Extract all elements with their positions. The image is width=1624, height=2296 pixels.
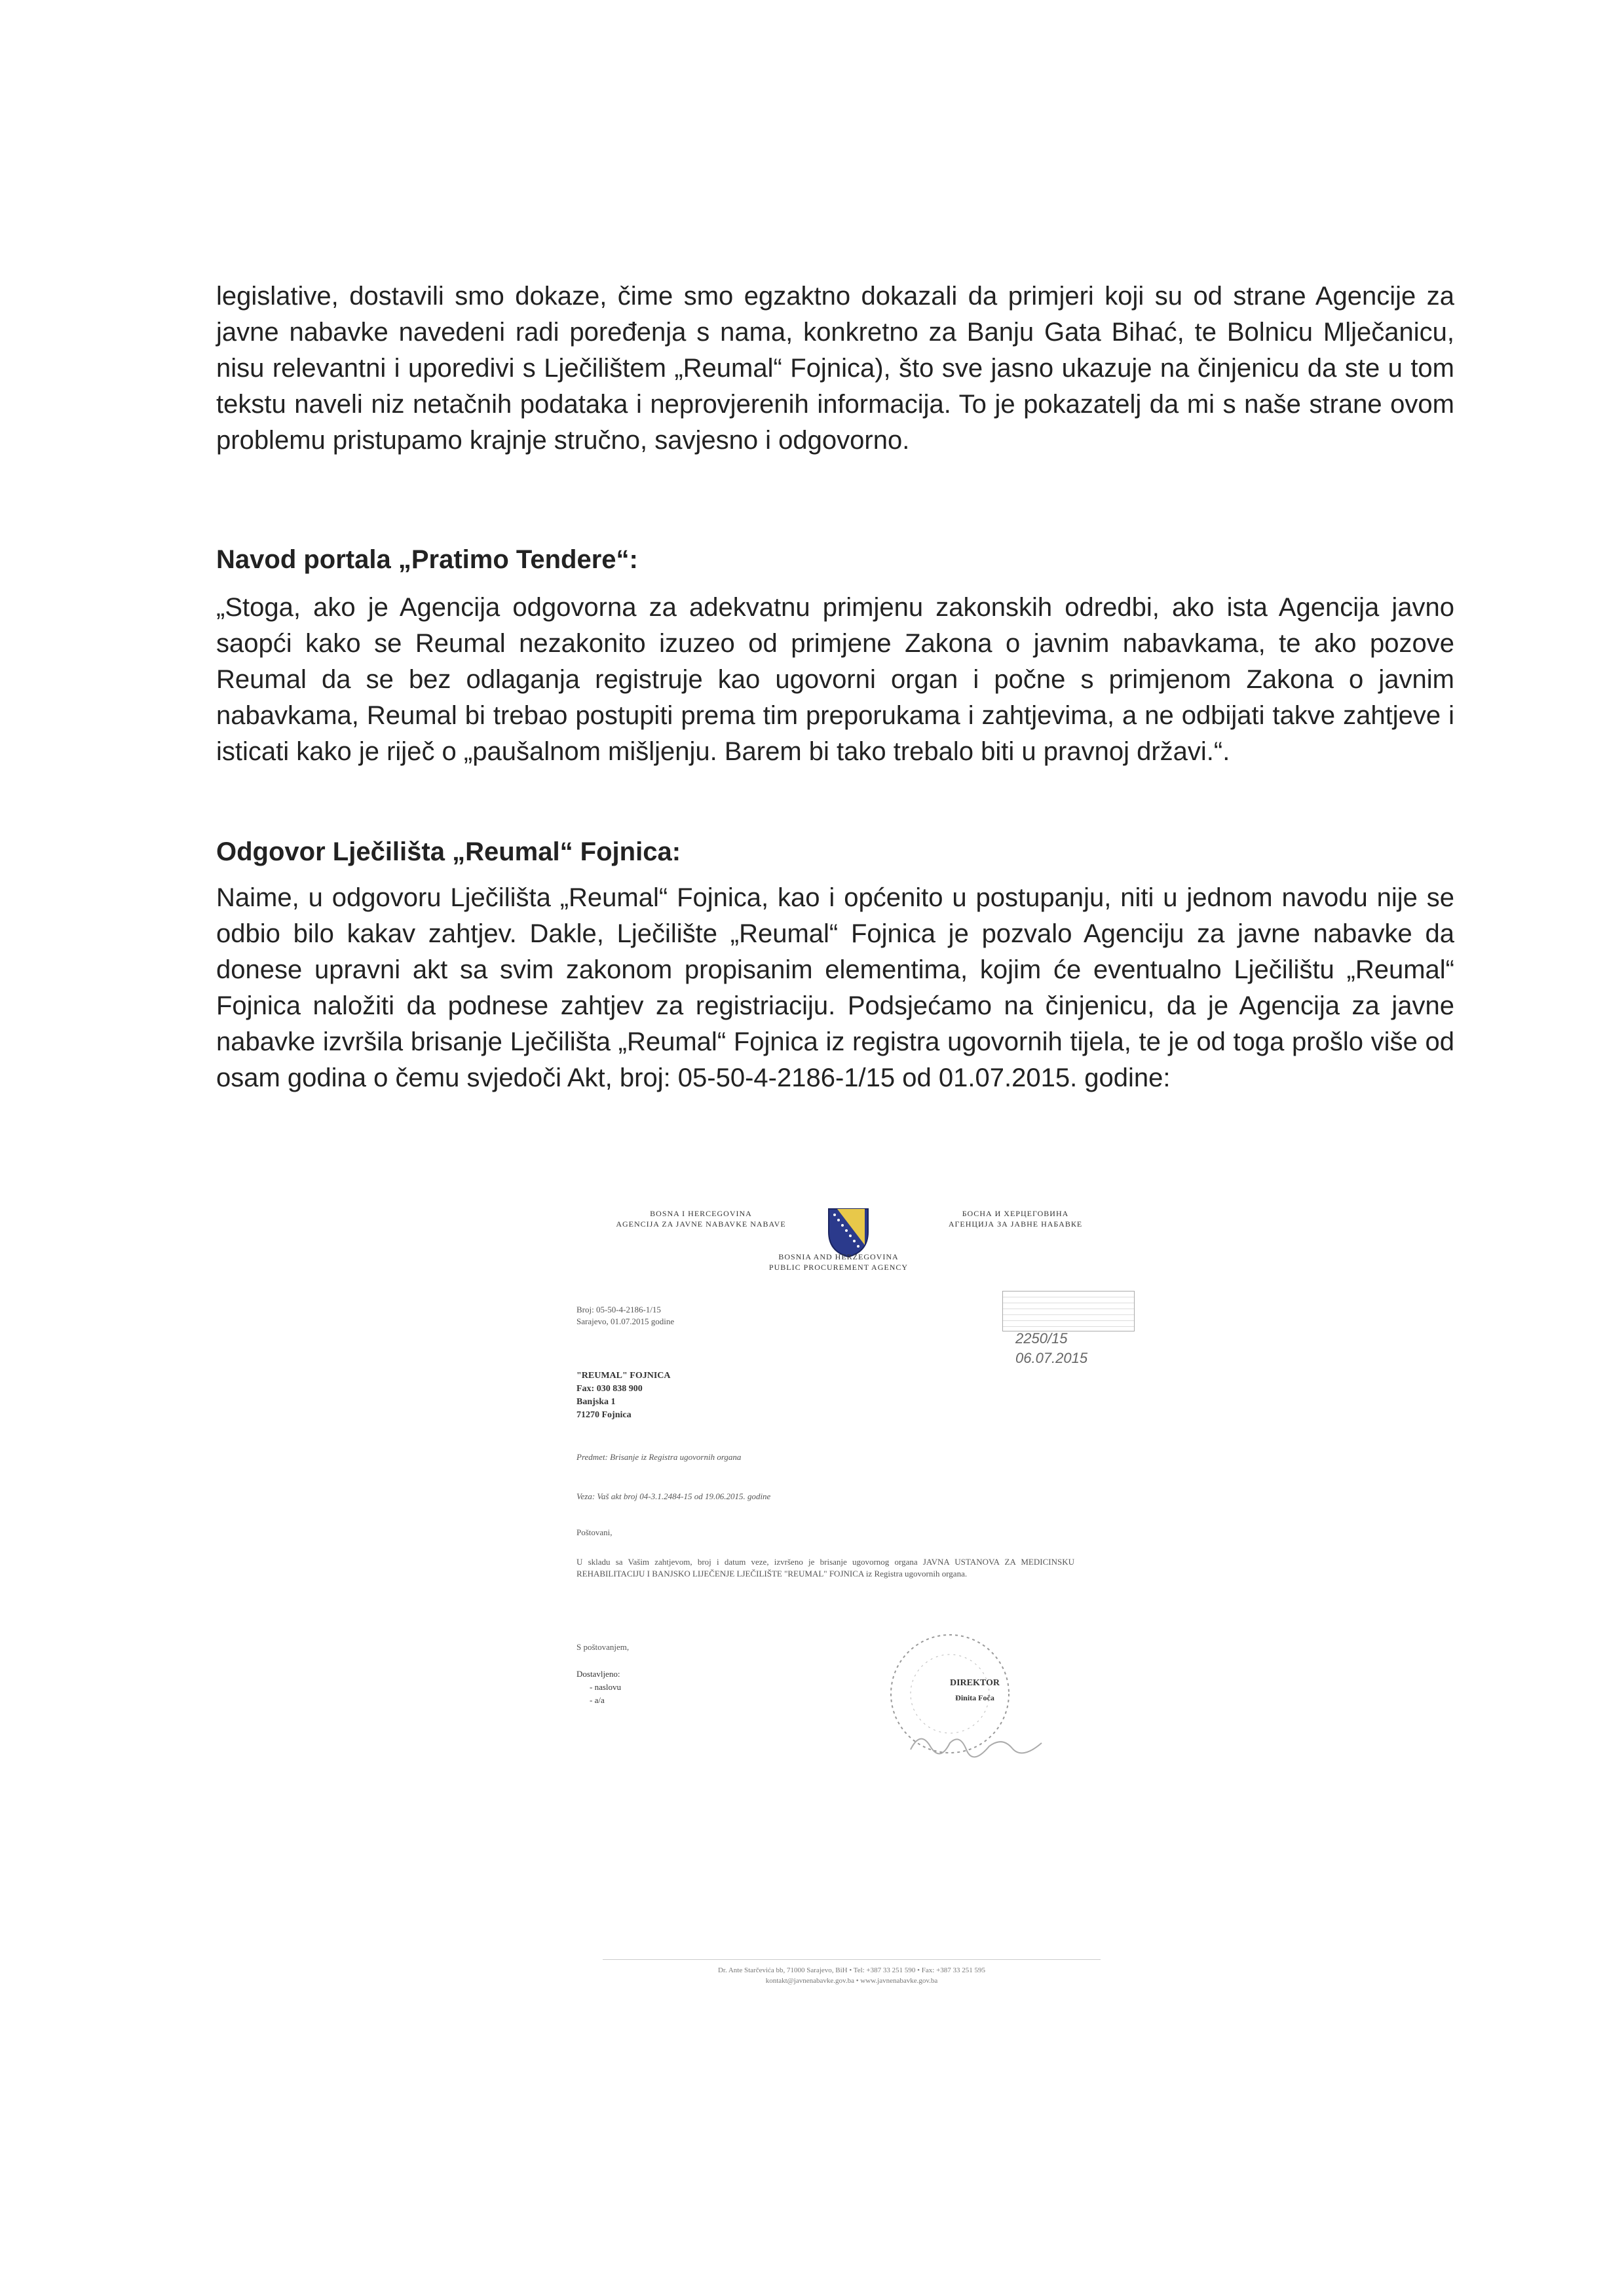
receipt-stamp-box <box>1002 1291 1135 1331</box>
letter-reference <box>576 1304 674 1328</box>
director-name: Đinita Foča <box>955 1693 994 1702</box>
footer-address: Dr. Ante Starčevića bb, 71000 Sarajevo, BiH • Tel: +387 33 251 590 • Fax: +387 33 251 595 <box>717 1966 986 1974</box>
letter-delivery-list <box>576 1668 621 1707</box>
scanned-letter <box>550 1206 1153 2018</box>
addressee-city: 71270 Fojnica <box>576 1410 632 1420</box>
addressee-name: "REUMAL" FOJNICA <box>576 1371 671 1381</box>
letter-header-center <box>681 1252 996 1272</box>
footer-contacts: kontakt@javnenabavke.gov.ba • www.javnenabavke.gov.ba <box>765 1977 938 1985</box>
letter-addressee <box>576 1369 671 1422</box>
header-center-line1: BOSNIA AND HERZEGOVINA <box>778 1252 899 1261</box>
letter-body: U skladu sa Vašim zahtjevom, broj i datum veze, izvršeno je brisanje ugovornog organa JAVNA USTANOVA ZA MEDICINSKU REHABILITACIJU I BANJSKO LIJEČENJE LJEČILIŠTE "REUMAL" FOJNICA iz Registra ugovornih organa. <box>576 1557 1074 1578</box>
addressee-street: Banjska 1 <box>576 1397 616 1407</box>
header-center-line2: PUBLIC PROCUREMENT AGENCY <box>768 1263 909 1272</box>
letter-header-left <box>590 1208 812 1229</box>
paragraph-intro: legislative, dostavili smo dokaze, čime smo egzaktno dokazali da primjeri koji su od strane Agencije za javne nabavke navedeni radi poređenja s nama, konkretno za Banju Gata Bihać, te Bolnicu Mlječanicu, nisu relevantni i uporedivi s Lječilištem „Reumal“ Fojnica), što sve jasno ukazuje na činjenicu da ste u tom tekstu naveli niz netačnih podataka i neprovjerenih informacija. To je pokazatelj da mi s naše strane ovom problemu pristupamo krajnje stručno, savjesno i odgovorno. <box>216 282 1454 455</box>
header-left-line2: AGENCIJA ZA JAVNE NABAVKE NABAVE <box>616 1219 786 1229</box>
letter-header-right <box>904 1208 1127 1229</box>
letter-signatory <box>950 1676 1000 1705</box>
heading-portal-claim: Navod portala „Pratimo Tendere“: <box>216 545 638 574</box>
reference-number: Broj: 05-50-4-2186-1/15 <box>576 1305 661 1314</box>
handwritten-signature <box>904 1723 1048 1763</box>
header-left-line1: BOSNA I HERCEGOVINA <box>650 1209 752 1218</box>
receipt-stamp <box>1002 1291 1133 1366</box>
header-right-line2: АГЕНЦИЈА ЗА ЈАВНЕ НАБАВКЕ <box>948 1219 1083 1229</box>
coat-of-arms-icon <box>825 1206 871 1258</box>
letter-subject: Predmet: Brisanje iz Registra ugovornih organa <box>576 1452 742 1462</box>
letter-greeting: Poštovani, <box>576 1527 613 1537</box>
letter-footer <box>603 1959 1101 1986</box>
header-right-line1: БОСНА И ХЕРЦЕГОВИНА <box>962 1209 1069 1218</box>
paragraph-portal-quote: „Stoga, ako je Agencija odgovorna za adekvatnu primjenu zakonskih odredbi, ako ista Agencija javno saopći kako se Reumal nezakonito izuzeo od primjene Zakona o javnim nabavkama, te ako pozove Reumal da se bez odlaganja registruje kao ugovorni organ i počne s primjenom Zakona o javnim nabavkama, Reumal bi trebao postupiti prema tim preporukama i zahtjevima, a ne odbijati takve zahtjeve i isticati kako je riječ o „paušalnom mišljenju. Barem bi tako trebalo biti u pravnoj državi.“. <box>216 593 1454 766</box>
heading-reumal-response: Odgovor Lječilišta „Reumal“ Fojnica: <box>216 837 681 866</box>
letter-regards: S poštovanjem, <box>576 1642 630 1652</box>
delivery-label: Dostavljeno: <box>576 1669 620 1679</box>
receipt-number: 2250/15 <box>1015 1330 1068 1347</box>
paragraph-reumal-response: Naime, u odgovoru Lječilišta „Reumal“ Fojnica, kao i općenito u postupanju, niti u jednom navodu nije se odbio bilo kakav zahtjev. Dakle, Lječilište „Reumal“ Fojnica je pozvalo Agenciju za javne nabavke da donese upravni akt sa svim zakonom propisanim elementima, kojim će eventualno Lječilištu „Reumal“ Fojnica naložiti da podnese zahtjev za registriaciju. Podsjećamo na činjenicu, da je Agencija za javne nabavke izvršila brisanje Lječilišta „Reumal“ Fojnica iz registra ugovornih tijela, te je od toga prošlo više od osam godina o čemu svjedoči Akt, broj: 05-50-4-2186-1/15 od 01.07.2015. godine: <box>216 883 1454 1092</box>
letter-reference-link: Veza: Vaš akt broj 04-3.1.2484-15 od 19.06.2015. godine <box>576 1491 771 1501</box>
director-title: DIREKTOR <box>950 1678 1000 1688</box>
delivery-item: - a/a <box>590 1695 605 1705</box>
addressee-fax: Fax: 030 838 900 <box>576 1384 643 1394</box>
receipt-date: 06.07.2015 <box>1015 1350 1088 1366</box>
reference-place-date: Sarajevo, 01.07.2015 godine <box>576 1316 675 1326</box>
delivery-item: - naslovu <box>590 1682 622 1692</box>
